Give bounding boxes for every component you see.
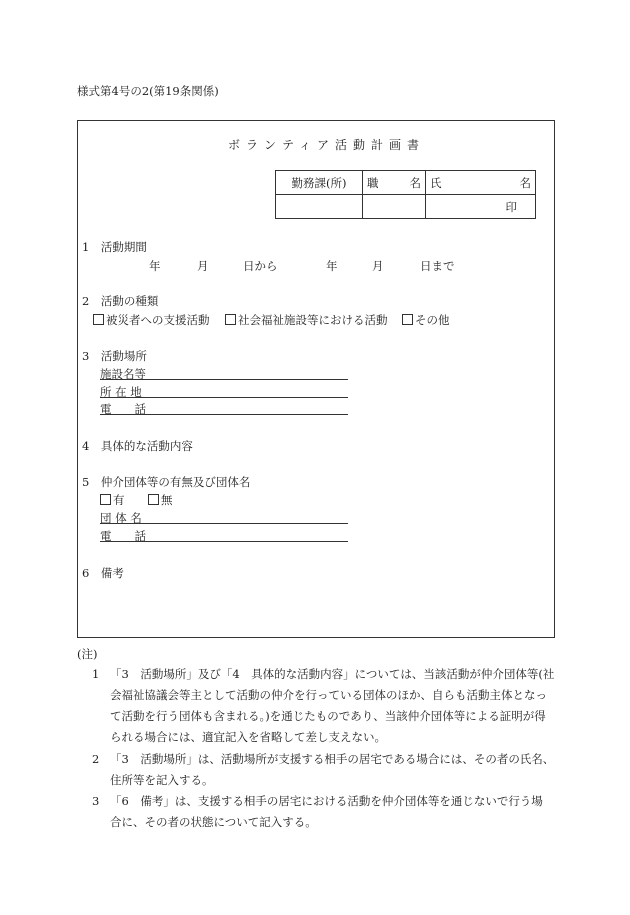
form-title: ボランティア活動計画書	[228, 138, 426, 152]
section-remarks-title: 6 備考	[82, 566, 124, 580]
post-label-2: 名	[409, 175, 421, 190]
period-day-from: 日から	[243, 259, 278, 273]
seal-mark: 印	[505, 199, 517, 214]
name-label-cell	[426, 171, 536, 195]
note-2-line-2: 住所等を記入する。	[110, 773, 214, 787]
type-option-3-label: その他	[415, 313, 450, 327]
note-1-number: 1	[92, 667, 100, 681]
note-3-line-2: 合に、その者の状態について記入する。	[110, 815, 317, 829]
employee-info-table	[275, 170, 536, 219]
address-field[interactable]	[100, 397, 348, 398]
facility-label: 施設名等	[100, 367, 146, 381]
period-day-to: 日まで	[420, 259, 455, 273]
post-label-cell	[363, 171, 426, 195]
type-option-2-label: 社会福祉施設等における活動	[238, 313, 388, 327]
type-option-2[interactable]	[225, 312, 388, 328]
address-label: 所 在 地	[100, 385, 142, 399]
period-month-2: 月	[372, 259, 384, 273]
note-1-line-4: られる場合には、適宜記入を省略して差し支えない。	[110, 730, 386, 744]
place-phone-field[interactable]	[100, 414, 348, 415]
dept-label: 勤務課(所)	[276, 171, 363, 195]
section-agency-title: 5 仲介団体等の有無及び団体名	[82, 475, 251, 489]
name-field[interactable]	[426, 195, 536, 219]
checkbox-icon[interactable]	[148, 494, 159, 505]
section-content-title: 4 具体的な活動内容	[82, 439, 193, 453]
period-year-2: 年	[326, 259, 338, 273]
facility-field[interactable]	[100, 379, 348, 380]
checkbox-icon[interactable]	[93, 314, 104, 325]
post-label: 職	[367, 175, 379, 190]
section-place-title: 3 活動場所	[82, 349, 147, 363]
post-field[interactable]	[363, 195, 426, 219]
agency-no-option[interactable]	[148, 492, 173, 508]
period-month-1: 月	[197, 259, 209, 273]
note-2	[92, 749, 562, 791]
note-3-line-1: 「6 備考」は、支援する相手の居宅における活動を仲介団体等を通じないで行う場	[110, 794, 543, 808]
agency-no-label: 無	[161, 493, 173, 507]
note-1-line-3: て活動を行う団体も含まれる。)を通じたものであり、当該仲介団体等による証明が得	[110, 709, 546, 723]
type-option-3[interactable]	[402, 312, 450, 328]
group-name-label: 団 体 名	[100, 511, 142, 525]
name-label: 氏	[430, 175, 442, 190]
note-1	[92, 664, 562, 748]
note-2-number: 2	[92, 752, 100, 766]
notes-label: (注)	[77, 647, 98, 661]
group-name-field[interactable]	[100, 523, 348, 524]
note-1-line-2: 会福祉協議会等主として活動の仲介を行っている団体のほか、自らも活動主体となっ	[110, 688, 547, 702]
section-type-title: 2 活動の種類	[82, 294, 159, 308]
checkbox-icon[interactable]	[100, 494, 111, 505]
type-option-1-label: 被災者への支援活動	[106, 313, 210, 327]
agency-yes-option[interactable]	[100, 492, 125, 508]
note-3	[92, 791, 562, 833]
agency-yes-label: 有	[113, 493, 125, 507]
period-year-1: 年	[149, 259, 161, 273]
note-1-line-1: 「3 活動場所」及び「4 具体的な活動内容」については、当該活動が仲介団体等(社	[110, 667, 555, 681]
place-phone-label: 電 話	[100, 402, 146, 416]
dept-field[interactable]	[276, 195, 363, 219]
checkbox-icon[interactable]	[402, 314, 413, 325]
note-3-number: 3	[92, 794, 100, 808]
agency-phone-field[interactable]	[100, 541, 348, 542]
agency-phone-label: 電 話	[100, 529, 146, 543]
type-option-1[interactable]	[93, 312, 210, 328]
note-2-line-1: 「3 活動場所」は、活動場所が支援する相手の居宅である場合には、その者の氏名、	[110, 752, 555, 766]
name-label-2: 名	[519, 175, 531, 190]
form-number-header: 様式第4号の2(第19条関係)	[77, 84, 219, 98]
section-period-title: 1 活動期間	[82, 240, 147, 254]
checkbox-icon[interactable]	[225, 314, 236, 325]
